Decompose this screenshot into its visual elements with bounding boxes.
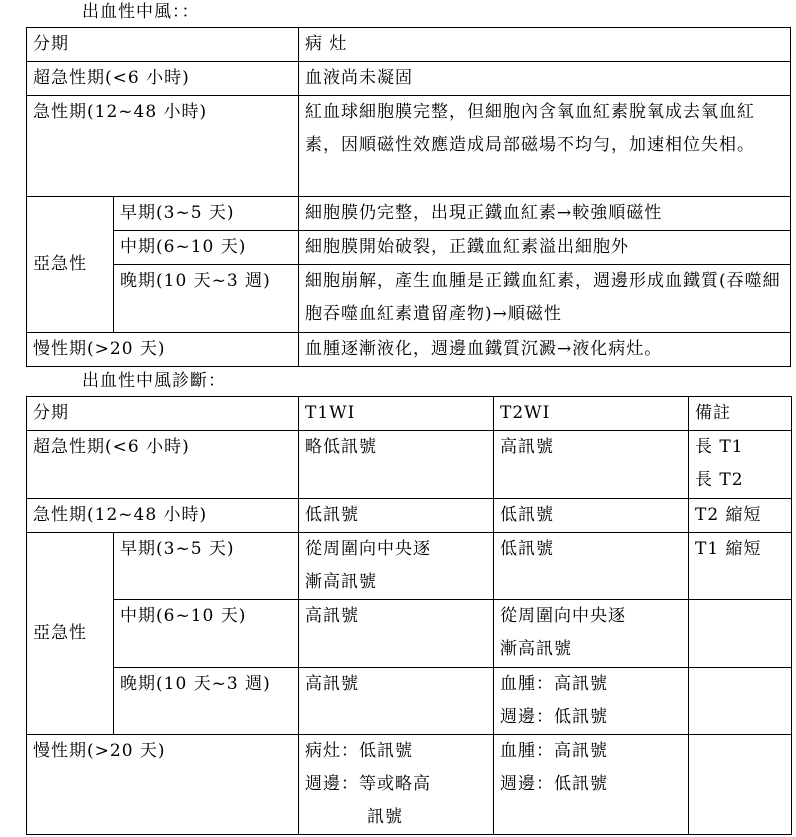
lesion-acute: 紅血球細胞膜完整，但細胞內含氧血紅素脫氧成去氧血紅素，因順磁性效應造成局部磁場不均勻，加速相位失相。 — [299, 96, 791, 197]
stage-chronic: 慢性期(>20 天) — [27, 735, 299, 835]
lesion-stage-table — [26, 27, 791, 367]
t1-chronic — [299, 735, 494, 835]
stage-hyperacute: 超急性期(<6 小時) — [27, 62, 299, 96]
cell-line: 從周圍向中央逐 — [500, 606, 626, 626]
stage-acute: 急性期(12~48 小時) — [27, 96, 299, 197]
note-hyperacute — [689, 431, 792, 499]
note-acute: T2 縮短 — [689, 499, 792, 533]
stage-chronic: 慢性期(>20 天) — [27, 333, 299, 367]
t2-subacute-middle — [494, 600, 689, 668]
t1-subacute-early — [299, 533, 494, 600]
header-note: 備註 — [689, 397, 792, 431]
stage-subacute: 亞急性 — [27, 533, 114, 735]
lesion-subacute-late: 細胞崩解，產生血腫是正鐵血紅素，週邊形成血鐵質(吞噬細胞吞噬血紅素遺留產物)→順磁性 — [299, 265, 791, 333]
stage-subacute-late: 晚期(10 天~3 週) — [114, 668, 299, 735]
lesion-chronic: 血腫逐漸液化，週邊血鐵質沉澱→液化病灶。 — [299, 333, 791, 367]
cell-line: 週邊：低訊號 — [500, 707, 608, 727]
table-row — [27, 431, 792, 499]
header-stage: 分期 — [27, 28, 299, 62]
table-row — [27, 499, 792, 533]
cell-line: 病灶：低訊號 — [305, 741, 413, 761]
table-row — [27, 231, 791, 265]
cell-line: 漸高訊號 — [305, 572, 377, 592]
t1-acute: 低訊號 — [299, 499, 494, 533]
section-caption-diagnosis: 出血性中風診斷： — [82, 371, 226, 391]
stage-hyperacute: 超急性期(<6 小時) — [27, 431, 299, 499]
cell-line: 漸高訊號 — [500, 639, 572, 659]
t2-subacute-late — [494, 668, 689, 735]
cell-line: 血腫：高訊號 — [500, 674, 608, 694]
table-row — [27, 62, 791, 96]
lesion-hyperacute: 血液尚未凝固 — [299, 62, 791, 96]
section-caption-hemorrhagic-stroke: 出血性中風：： — [82, 2, 200, 22]
header-stage: 分期 — [27, 397, 299, 431]
header-t1wi: T1WI — [299, 397, 494, 431]
stage-subacute-middle: 中期(6~10 天) — [114, 600, 299, 668]
t1-subacute-late: 高訊號 — [299, 668, 494, 735]
header-lesion: 病 灶 — [299, 28, 791, 62]
stage-subacute: 亞急性 — [27, 197, 114, 333]
header-t2wi: T2WI — [494, 397, 689, 431]
lesion-subacute-early: 細胞膜仍完整，出現正鐵血紅素→較強順磁性 — [299, 197, 791, 231]
cell-line: 從周圍向中央逐 — [305, 539, 431, 559]
table-row — [27, 533, 792, 600]
t2-acute: 低訊號 — [494, 499, 689, 533]
table-row — [27, 735, 792, 835]
mri-diagnosis-table — [26, 396, 792, 835]
stage-subacute-early: 早期(3~5 天) — [114, 533, 299, 600]
note-line: 長 T2 — [695, 470, 744, 490]
cell-line: 週邊：低訊號 — [500, 774, 608, 794]
note-subacute-middle — [689, 600, 792, 668]
table-header-row — [27, 397, 792, 431]
lesion-subacute-middle: 細胞膜開始破裂，正鐵血紅素溢出細胞外 — [299, 231, 791, 265]
table-row — [27, 668, 792, 735]
cell-line: 血腫：高訊號 — [500, 741, 608, 761]
t2-subacute-early: 低訊號 — [494, 533, 689, 600]
note-line: 長 T1 — [695, 437, 744, 457]
note-subacute-early: T1 縮短 — [689, 533, 792, 600]
cell-line: 週邊：等或略高 — [305, 774, 431, 794]
table-row — [27, 96, 791, 197]
table-row — [27, 600, 792, 668]
table-row — [27, 265, 791, 333]
note-subacute-late — [689, 668, 792, 735]
t2-chronic — [494, 735, 689, 835]
t1-hyperacute: 略低訊號 — [299, 431, 494, 499]
stage-subacute-early: 早期(3~5 天) — [114, 197, 299, 231]
table-row — [27, 197, 791, 231]
t2-hyperacute: 高訊號 — [494, 431, 689, 499]
t1-subacute-middle: 高訊號 — [299, 600, 494, 668]
cell-line: 訊號 — [367, 807, 403, 827]
stage-acute: 急性期(12~48 小時) — [27, 499, 299, 533]
stage-subacute-middle: 中期(6~10 天) — [114, 231, 299, 265]
stage-subacute-late: 晚期(10 天~3 週) — [114, 265, 299, 333]
table-header-row — [27, 28, 791, 62]
note-chronic — [689, 735, 792, 835]
table-row — [27, 333, 791, 367]
